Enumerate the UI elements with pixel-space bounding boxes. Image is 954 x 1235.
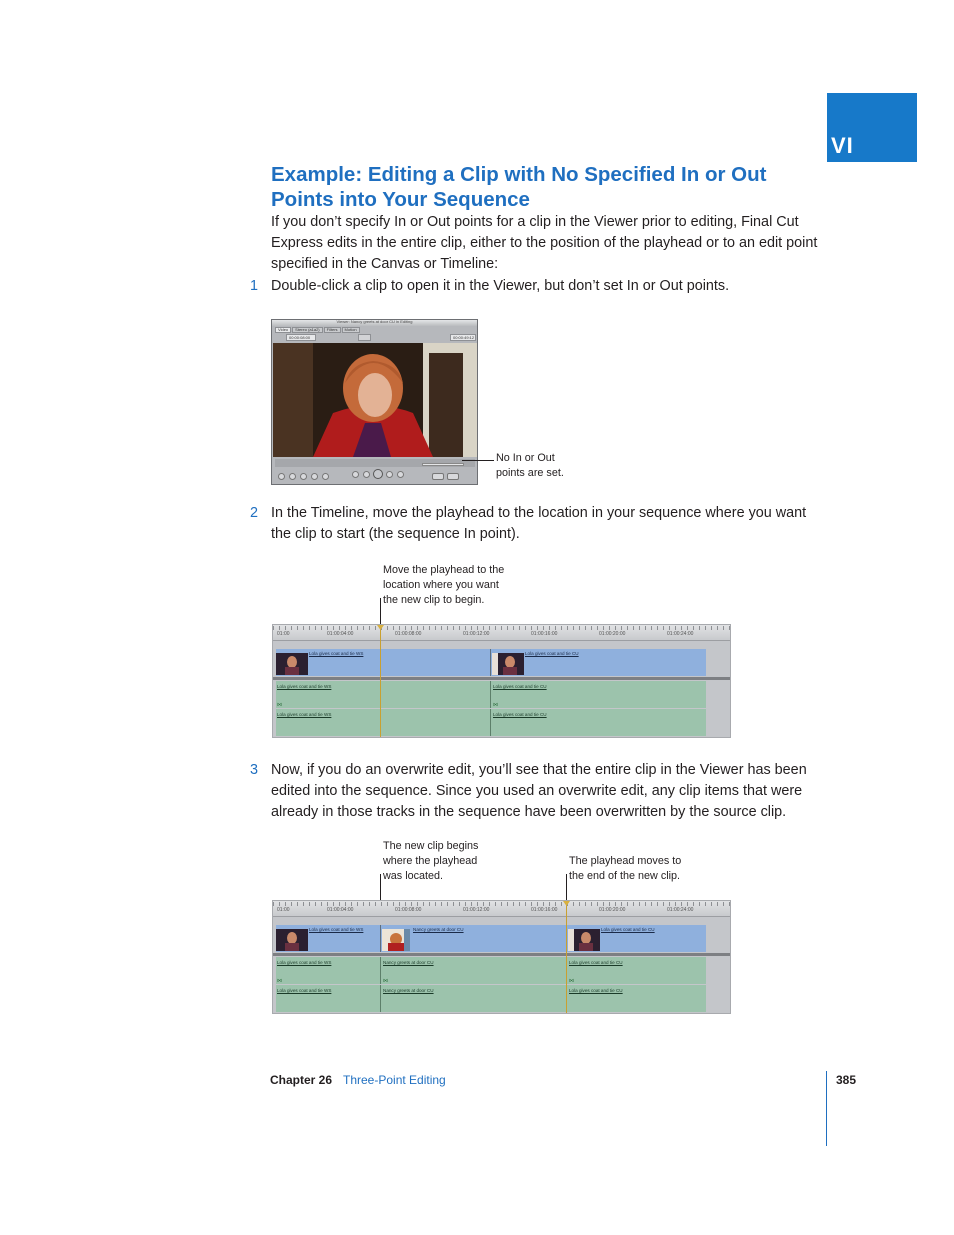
timeline-after-edit	[272, 900, 731, 1014]
play-in-out-button[interactable]	[363, 471, 370, 478]
step-2-number: 2	[250, 505, 259, 521]
ruler-tick: 01:00:24:00	[667, 907, 694, 913]
viewer-duration-timecode[interactable]: 00:00:08:00	[286, 334, 316, 341]
audio-clip-label[interactable]: Lola gives coat and tie CU	[493, 712, 547, 717]
viewer-title-bar	[272, 320, 477, 326]
viewer-transport-controls	[272, 468, 477, 485]
footer-section-title: Three-Point Editing	[343, 1073, 446, 1087]
ruler-tick: 01:00	[277, 631, 290, 637]
add-marker-button[interactable]	[300, 473, 307, 480]
timeline2-callout-right	[569, 854, 681, 884]
viewer-video-frame	[273, 343, 477, 457]
clip-thumbnail	[568, 929, 600, 951]
step-2-text: In the Timeline, move the playhead to the location in your sequence where you want the clip to start (the sequence In point).	[271, 505, 807, 542]
viewer-tab-motion[interactable]: Motion	[342, 327, 360, 333]
play-button[interactable]	[373, 469, 383, 479]
previous-edit-button[interactable]	[352, 471, 359, 478]
timeline1-ruler[interactable]	[273, 625, 730, 641]
video-clip-label[interactable]: Lola gives coat and tie WS	[309, 651, 364, 656]
step-3-number: 3	[250, 762, 259, 778]
audio-clip-label[interactable]: Lola gives coat and tie CU	[569, 960, 623, 965]
playhead[interactable]	[380, 625, 381, 737]
timeline2-callout-left-line-3: was located.	[383, 870, 444, 882]
viewer-callout	[496, 451, 564, 481]
ruler-tick: 01:00:04:00	[327, 907, 354, 913]
link-indicator-icon: ⋈	[493, 702, 498, 708]
step-1-text: Double-click a clip to open it in the Viewer, but don’t set In or Out points.	[271, 278, 730, 294]
mark-clip-button[interactable]	[278, 473, 285, 480]
generator-button[interactable]	[447, 473, 459, 480]
playhead-marker-icon[interactable]	[377, 625, 384, 630]
video-track[interactable]	[276, 649, 706, 676]
ruler-tick: 01:00:16:00	[531, 907, 558, 913]
timeline2-callout-right-line-1: The playhead moves to	[569, 855, 682, 867]
timeline2-callout-left	[383, 839, 478, 884]
timeline1-callout-line-2: location where you want	[383, 579, 499, 591]
viewer-title: Viewer: Nancy greets at door CU in Editing	[336, 319, 413, 324]
recent-clips-button[interactable]	[432, 473, 444, 480]
viewer-tabs	[275, 327, 360, 333]
part-tab-label: VI	[831, 133, 854, 158]
audio-clip-label[interactable]: Lola gives coat and tie WS	[277, 684, 332, 689]
viewer-window-screenshot	[271, 319, 478, 485]
video-track[interactable]	[276, 925, 706, 952]
step-3-text: Now, if you do an overwrite edit, you’ll see that the entire clip in the Viewer has been edited into the sequence. Since you used an overwrite edit, any clip items that were already in those tracks in the sequence have been overwritten by the source clip.	[271, 762, 807, 820]
add-keyframe-button[interactable]	[289, 473, 296, 480]
play-around-button[interactable]	[386, 471, 393, 478]
page-number: 385	[836, 1073, 857, 1087]
link-indicator-icon: ⋈	[383, 978, 388, 984]
video-clip-label[interactable]: Lola gives coat and tie WS	[309, 927, 364, 932]
viewer-callout-line-1: No In or Out	[496, 452, 555, 464]
playhead[interactable]	[566, 901, 567, 1013]
link-indicator-icon: ⋈	[277, 978, 282, 984]
timeline1-callout-line-3: the new clip to begin.	[383, 594, 485, 606]
timeline1-callout	[383, 563, 504, 608]
clip-thumbnail	[492, 653, 524, 675]
viewer-zoom-popup[interactable]	[358, 334, 371, 341]
section-heading: Example: Editing a Clip with No Specified In or Out Points into Your Sequence	[271, 163, 767, 211]
link-indicator-icon: ⋈	[277, 702, 282, 708]
mark-out-button[interactable]	[322, 473, 329, 480]
playhead-marker-icon[interactable]	[563, 901, 570, 906]
audio-clip-label[interactable]: Lola gives coat and tie CU	[493, 684, 547, 689]
video-clip-label[interactable]: Lola gives coat and tie CU	[601, 927, 655, 932]
viewer-current-timecode[interactable]: 00:00:49:12	[450, 334, 476, 341]
ruler-tick: 01:00:20:00	[599, 631, 626, 637]
link-indicator-icon: ⋈	[569, 978, 574, 984]
timeline2-callout-left-line-1: The new clip begins	[383, 840, 479, 852]
timeline-before-edit	[272, 624, 731, 738]
video-clip-label[interactable]: Nancy greets at door CU	[413, 927, 464, 932]
viewer-jog-control[interactable]	[422, 463, 464, 466]
audio-track-2[interactable]	[276, 985, 706, 1012]
clip-thumbnail	[382, 929, 410, 951]
woman-in-red-image	[273, 343, 477, 457]
video-clip-label[interactable]: Lola gives coat and tie CU	[525, 651, 579, 656]
step-1-number: 1	[250, 278, 259, 294]
viewer-callout-line-2: points are set.	[496, 467, 564, 479]
ruler-tick: 01:00:24:00	[667, 631, 694, 637]
viewer-tab-filters[interactable]: Filters	[324, 327, 341, 333]
viewer-tab-video[interactable]: Video	[275, 327, 291, 333]
timeline2-callout-right-line-2: the end of the new clip.	[569, 870, 681, 882]
audio-track-2[interactable]	[276, 709, 706, 736]
audio-clip-label[interactable]: Lola gives coat and tie WS	[277, 960, 332, 965]
clip-thumbnail	[276, 929, 308, 951]
timeline2-callout-left-line-2: where the playhead	[383, 855, 478, 867]
audio-clip-label[interactable]: Nancy greets at door CU	[383, 988, 434, 993]
ruler-tick: 01:00:20:00	[599, 907, 626, 913]
ruler-tick: 01:00	[277, 907, 290, 913]
audio-clip-label[interactable]: Nancy greets at door CU	[383, 960, 434, 965]
timeline2-ruler[interactable]	[273, 901, 730, 917]
audio-clip-label[interactable]: Lola gives coat and tie CU	[569, 988, 623, 993]
clip-thumbnail	[276, 653, 308, 675]
intro-paragraph: If you don’t specify In or Out points for a clip in the Viewer prior to editing, Final Cut Express edits in the entire clip, either to the position of the playhead or to an edit point specified in the Canvas or Timeline:	[271, 214, 818, 272]
audio-track-1[interactable]	[276, 681, 706, 708]
footer-divider	[826, 1071, 827, 1146]
audio-clip-label[interactable]: Lola gives coat and tie WS	[277, 988, 332, 993]
viewer-callout-line	[462, 460, 494, 461]
timeline1-callout-line-1: Move the playhead to the	[383, 564, 505, 576]
next-edit-button[interactable]	[397, 471, 404, 478]
ruler-tick: 01:00:16:00	[531, 631, 558, 637]
ruler-tick: 01:00:08:00	[395, 631, 422, 637]
viewer-tab-stereo[interactable]: Stereo (a1a2)	[292, 327, 322, 333]
ruler-tick: 01:00:08:00	[395, 907, 422, 913]
audio-track-1[interactable]	[276, 957, 706, 984]
ruler-tick: 01:00:12:00	[463, 907, 490, 913]
mark-in-button[interactable]	[311, 473, 318, 480]
part-tab	[827, 93, 917, 162]
ruler-tick: 01:00:12:00	[463, 631, 490, 637]
footer-chapter: Chapter 26	[270, 1073, 333, 1087]
audio-clip-label[interactable]: Lola gives coat and tie WS	[277, 712, 332, 717]
ruler-tick: 01:00:04:00	[327, 631, 354, 637]
